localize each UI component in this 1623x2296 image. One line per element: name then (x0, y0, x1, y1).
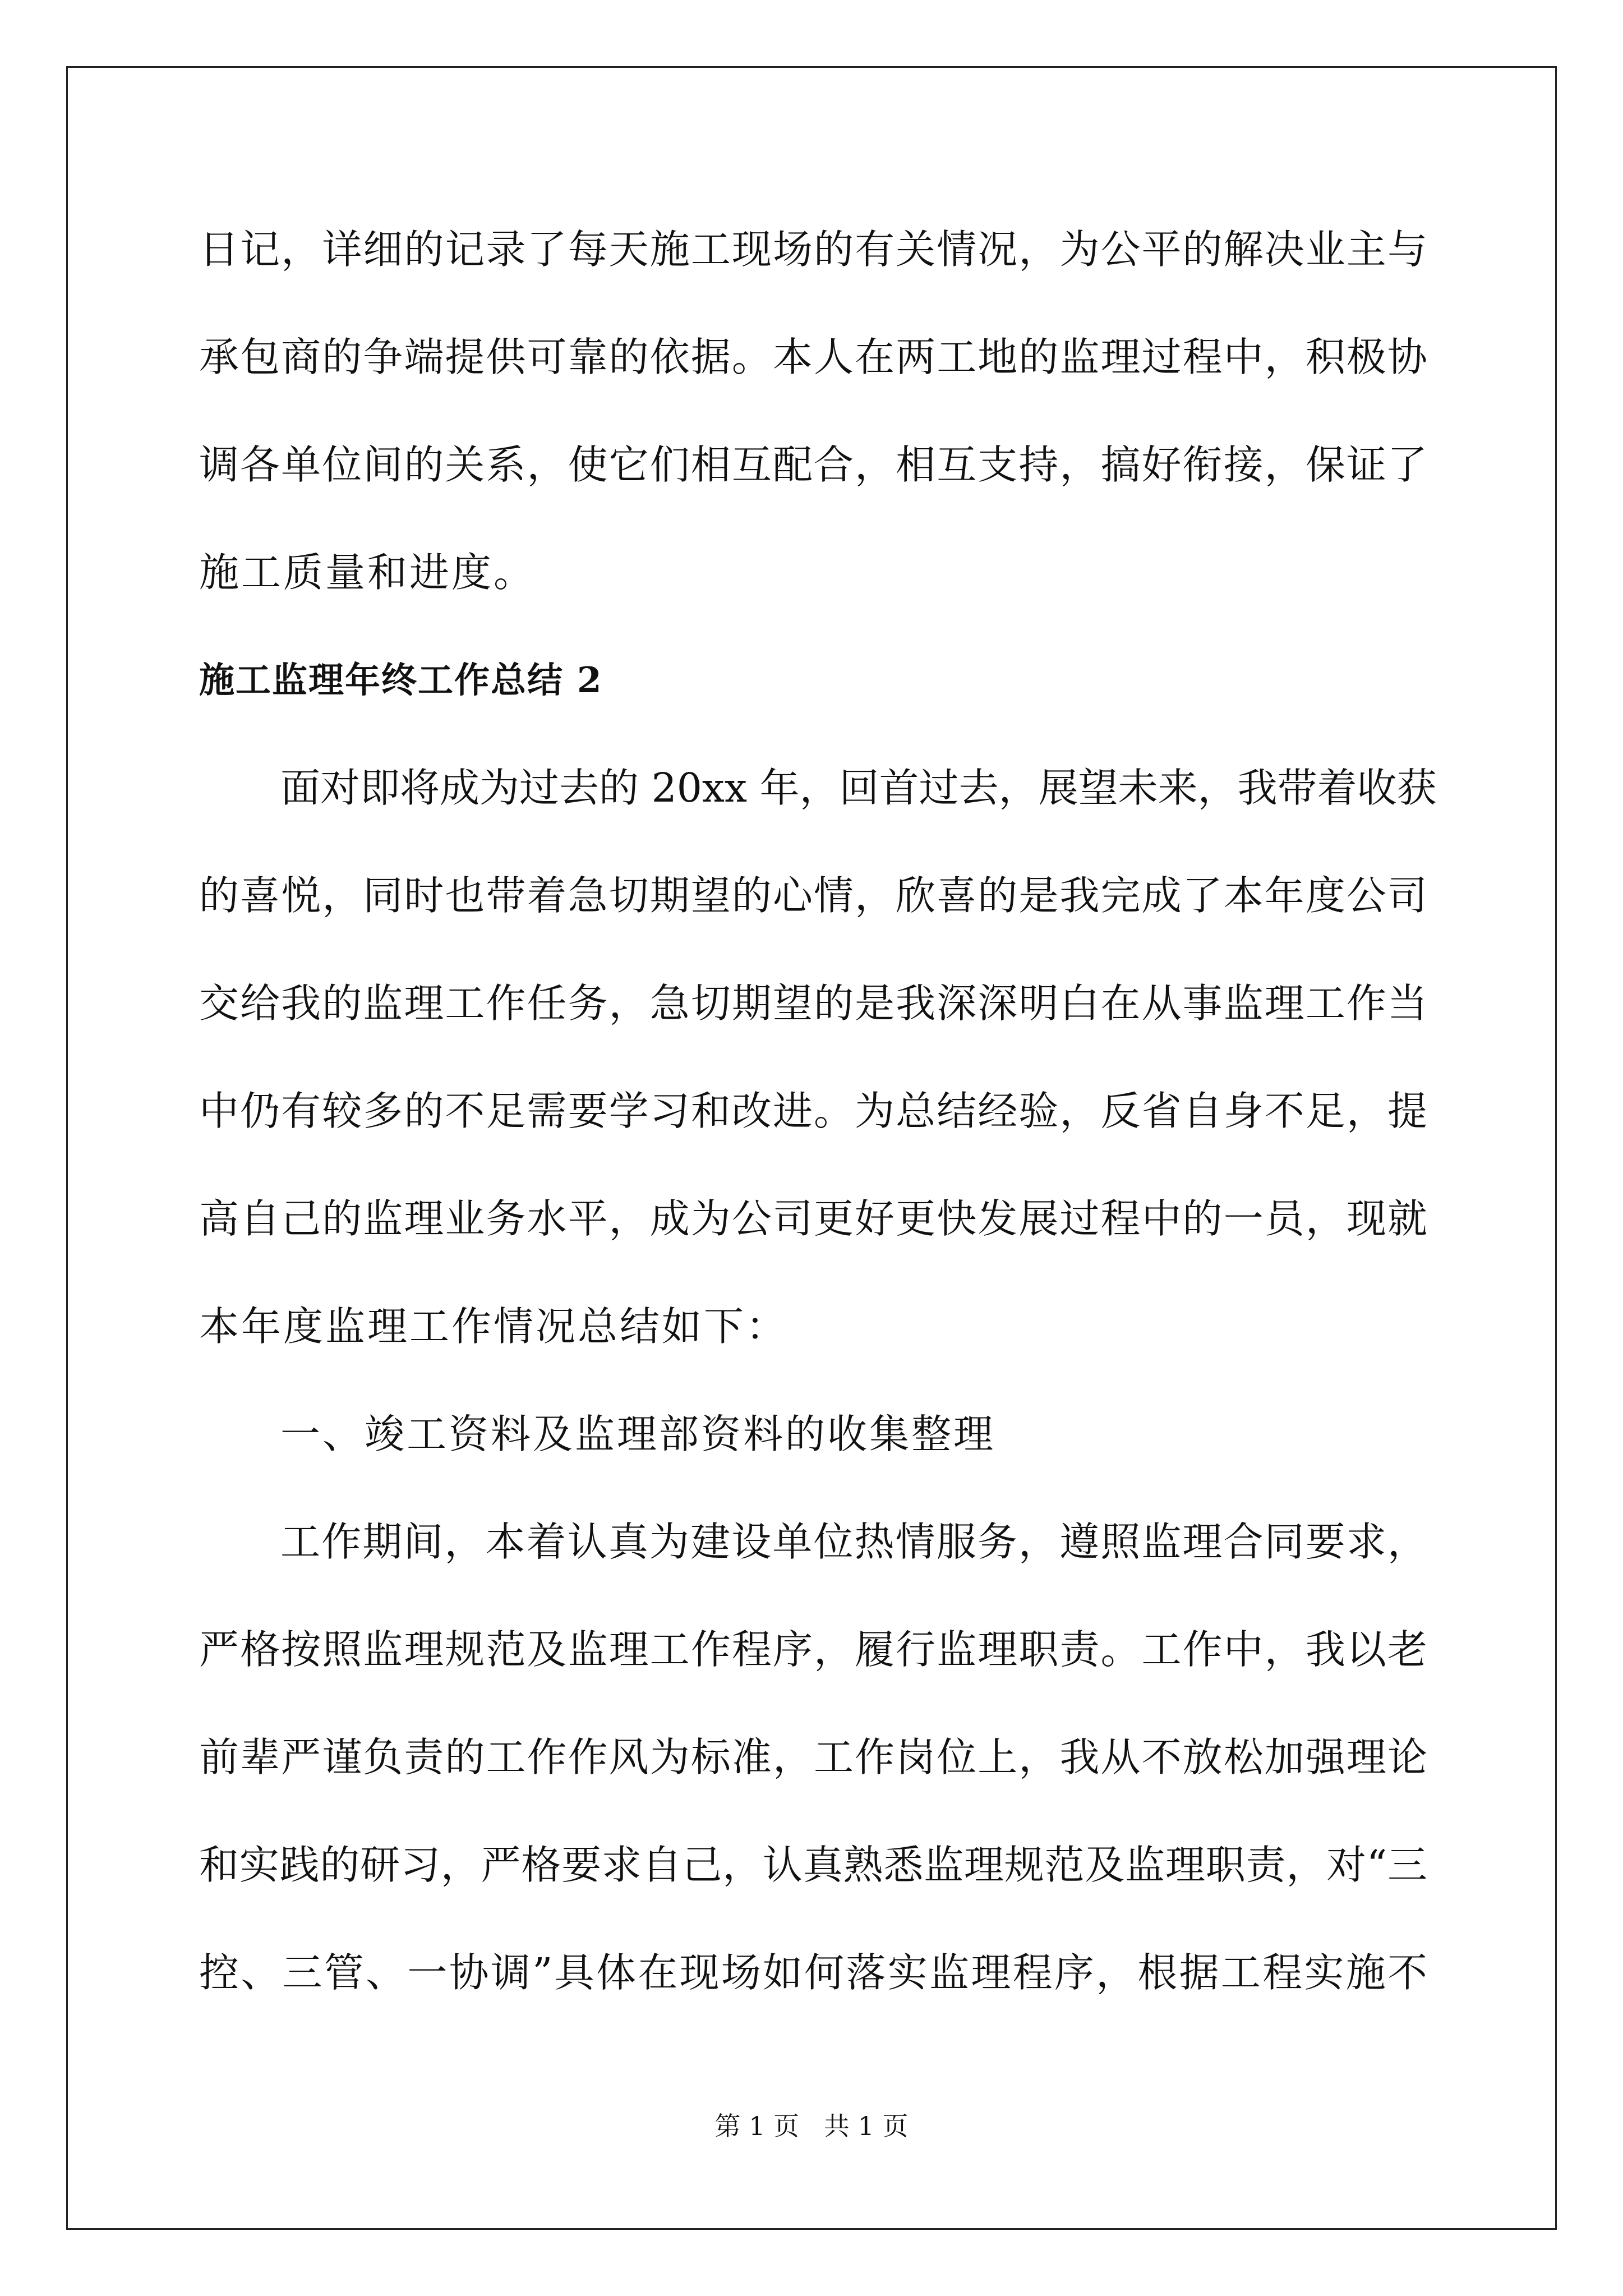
subsection-title: 一、竣工资料及监理部资料的收集整理 (280, 1411, 996, 1457)
body-line: 中仍有较多的不足需要学习和改进。为总结经验，反省自身不足，提 (199, 1088, 1427, 1134)
body-line: 前辈严谨负责的工作作风为标准，工作岗位上，我从不放松加强理论 (199, 1734, 1427, 1780)
body-line: 和实践的研习，严格要求自己，认真熟悉监理规范及监理职责，对“三 (199, 1842, 1427, 1888)
body-line: 交给我的监理工作任务，急切期望的是我深深明白在从事监理工作当 (199, 980, 1427, 1027)
page-border (66, 66, 1557, 2230)
body-line: 高自己的监理业务水平，成为公司更好更快发展过程中的一员，现就 (199, 1195, 1427, 1242)
body-line: 日记，详细的记录了每天施工现场的有关情况，为公平的解决业主与 (199, 226, 1427, 273)
body-line: 工作期间，本着认真为建设单位热情服务，遵照监理合同要求， (280, 1519, 1427, 1565)
body-line: 面对即将成为过去的 20xx 年，回首过去，展望未来，我带着收获 (280, 765, 1437, 811)
body-line: 的喜悦，同时也带着急切期望的心情，欣喜的是我完成了本年度公司 (199, 872, 1427, 919)
body-line: 本年度监理工作情况总结如下： (199, 1303, 789, 1350)
body-line: 控、三管、一协调”具体在现场如何落实监理程序，根据工程实施不 (199, 1949, 1427, 1996)
body-line: 施工质量和进度。 (199, 549, 536, 596)
body-line: 严格按照监理规范及监理工作程序，履行监理职责。工作中，我以老 (199, 1626, 1427, 1673)
page-number-footer: 第 1 页 共 1 页 (714, 2111, 909, 2141)
section-heading: 施工监理年终工作总结 2 (199, 659, 603, 701)
body-line: 承包商的争端提供可靠的依据。本人在两工地的监理过程中，积极协 (199, 334, 1427, 380)
body-line: 调各单位间的关系，使它们相互配合，相互支持，搞好衔接，保证了 (199, 441, 1427, 488)
